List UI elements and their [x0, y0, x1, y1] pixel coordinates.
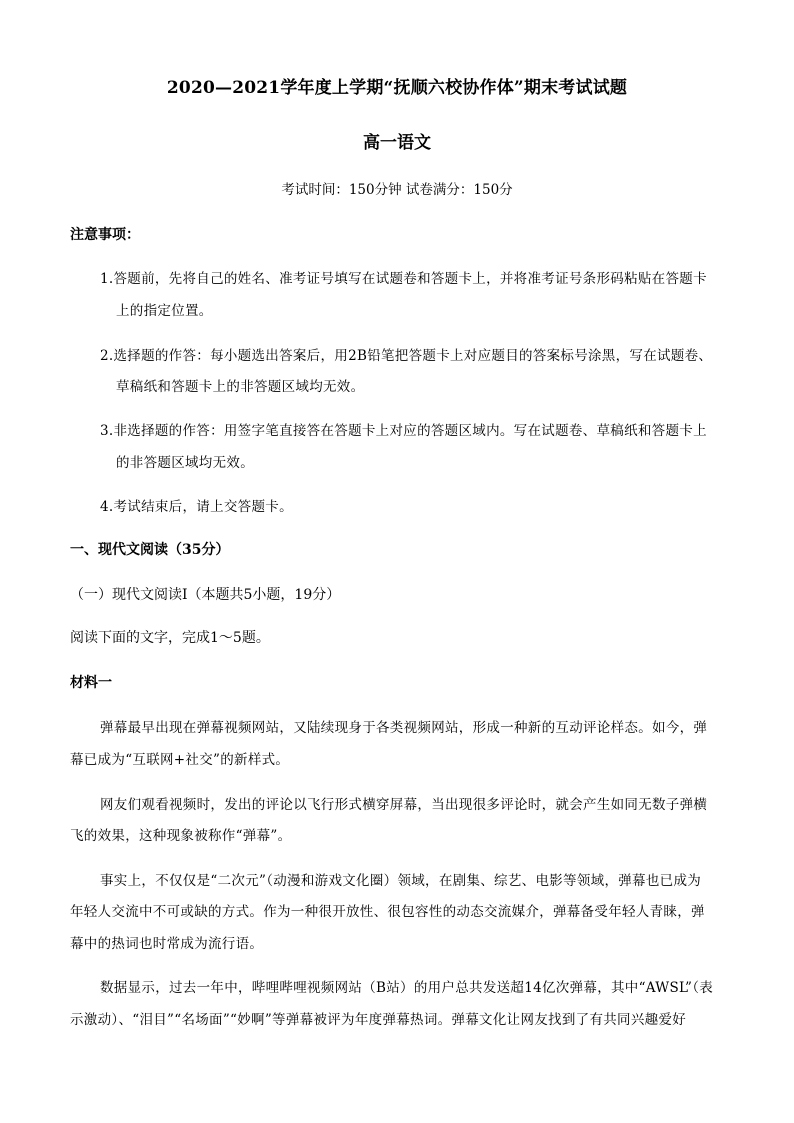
- notice-item-1-line-1: 1.答题前，先将自己的姓名、准考证号填写在试题卷和答题卡上，并将准考证号条形码粘贴在答题卡: [100, 271, 707, 287]
- notice-item-4-line-1: 4.考试结束后，请上交答题卡。: [100, 499, 293, 515]
- paragraph-3-line-1: 事实上，不仅仅是“二次元”（动漫和游戏文化圈）领域，在剧集、综艺、电影等领域，弹幕也已成为: [100, 873, 702, 889]
- paragraph-2-line-2: 飞的效果，这种现象被称作“弹幕”。: [70, 828, 292, 844]
- notice-item-3-line-1: 3.非选择题的作答：用签字笔直接答在答题卡上对应的答题区域内。写在试题卷、草稿纸和答题卡上: [100, 423, 707, 439]
- paragraph-3-line-2: 年轻人交流中不可或缺的方式。作为一种很开放性、很包容性的动态交流媒介，弹幕备受年轻人青睐，弹: [70, 904, 705, 920]
- subject-title: 高一语文: [363, 133, 431, 153]
- paragraph-3-line-3: 幕中的热词也时常成为流行语。: [70, 936, 264, 952]
- section-heading: 一、现代文阅读（35分）: [70, 542, 230, 558]
- notice-item-2-line-2: 草稿纸和答题卡上的非答题区域均无效。: [116, 379, 365, 395]
- notice-item-2-line-1: 2.选择题的作答：每小题选出答案后，用2B铅笔把答题卡上对应题目的答案标号涂黑，写在试题卷、: [100, 348, 713, 364]
- paragraph-2-line-1: 网友们观看视频时，发出的评论以飞行形式横穿屏幕，当出现很多评论时，就会产生如同无数子弹横: [100, 797, 708, 813]
- exam-title: 2020—2021学年度上学期“抚顺六校协作体”期末考试试题: [166, 78, 628, 98]
- notice-item-1-line-2: 上的指定位置。: [116, 303, 213, 319]
- notice-item-3-line-2: 的非答题区域均无效。: [116, 455, 254, 471]
- paragraph-4-line-2: 示激动）、“泪目”“名场面”“妙啊”等弹幕被评为年度弹幕热词。弹幕文化让网友找到了有共同兴趣爱好: [70, 1012, 687, 1028]
- reading-instruction: 阅读下面的文字，完成1～5题。: [70, 630, 270, 646]
- notice-heading: 注意事项：: [70, 227, 140, 243]
- exam-meta: 考试时间：150分钟 试卷满分：150分: [281, 182, 513, 198]
- paragraph-1-line-2: 幕已成为“互联网+社交”的新样式。: [70, 752, 290, 768]
- paragraph-1-line-1: 弹幕最早出现在弹幕视频网站，又陆续现身于各类视频网站，形成一种新的互动评论样态。如今，弹: [100, 720, 708, 736]
- paragraph-4-line-1: 数据显示，过去一年中，哔哩哔哩视频网站（B站）的用户总共发送超14亿次弹幕，其中“AWSL”（表: [100, 980, 714, 996]
- section-sub-heading: （一）现代文阅读Ⅰ（本题共5小题，19分）: [70, 587, 341, 603]
- material-label: 材料一: [70, 675, 112, 691]
